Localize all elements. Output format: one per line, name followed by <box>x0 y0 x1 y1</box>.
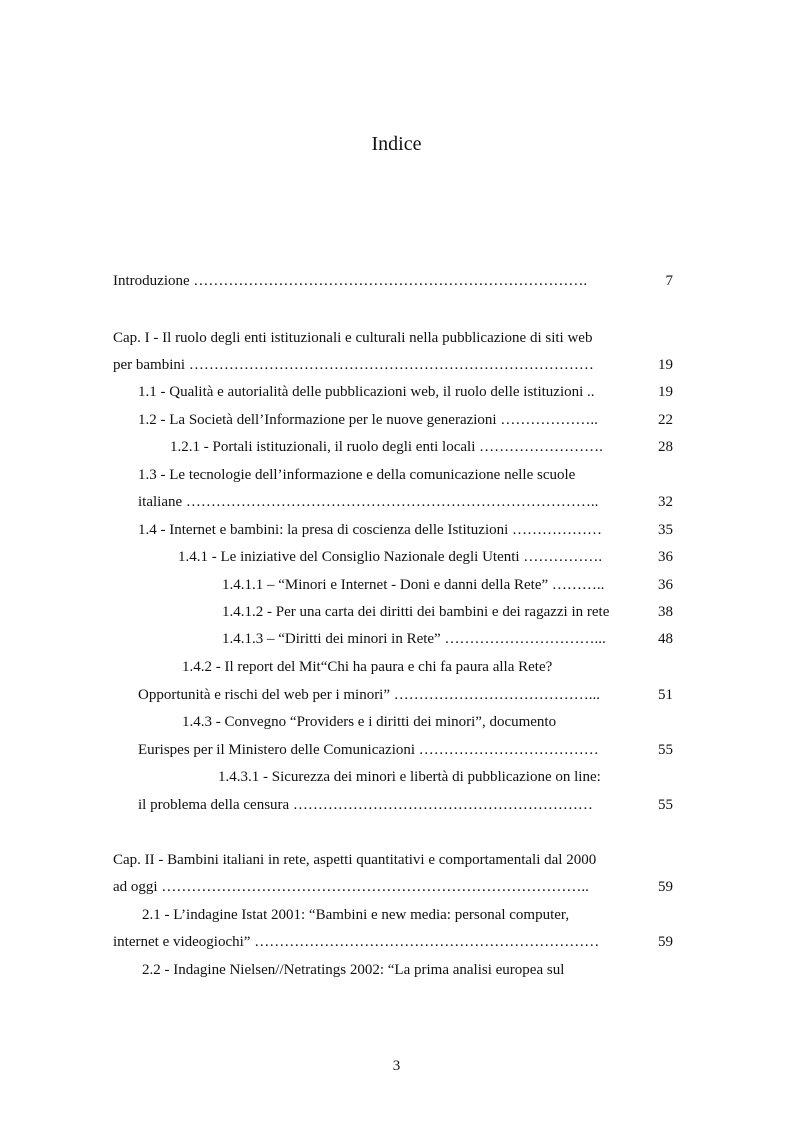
toc-page-number: 7 <box>665 273 673 289</box>
toc-entry-2-1-cont: internet e videogiochi” …………………………………………………………… <box>113 934 600 950</box>
toc-entry-1-4-1-3: 1.4.1.3 – “Diritti dei minori in Rete” …………………………... <box>222 631 606 647</box>
toc-page-number: 51 <box>658 687 673 703</box>
toc-entry-1-2: 1.2 - La Società dell’Informazione per le nuove generazioni ……………….. <box>138 412 598 428</box>
toc-entry-2-2: 2.2 - Indagine Nielsen//Netratings 2002: “La prima analisi europea sul <box>142 962 565 978</box>
toc-page-number: 59 <box>658 879 673 895</box>
toc-entry-chapter-2: Cap. II - Bambini italiani in rete, aspetti quantitativi e comportamentali dal 2000 <box>113 852 597 868</box>
toc-page-number: 19 <box>658 384 673 400</box>
toc-entry-introduzione: Introduzione ……………………………………………………………………. <box>113 273 588 289</box>
toc-entry-1-4-3: 1.4.3 - Convegno “Providers e i diritti dei minori”, documento <box>182 714 557 730</box>
toc-entry-1-4-2: 1.4.2 - Il report del Mit“Chi ha paura e chi fa paura alla Rete? <box>182 659 553 675</box>
toc-entry-1-4-1: 1.4.1 - Le iniziative del Consiglio Nazionale degli Utenti ……………. <box>178 549 603 565</box>
toc-page-number: 59 <box>658 934 673 950</box>
toc-entry-1-3: 1.3 - Le tecnologie dell’informazione e della comunicazione nelle scuole <box>138 467 576 483</box>
toc-entry-chapter-1-cont: per bambini ……………………………………………………………………… <box>113 357 594 373</box>
toc-page-number: 55 <box>658 797 673 813</box>
toc-entry-1-3-cont: italiane ……………………………………………………………………….. <box>138 494 599 510</box>
toc-entry-1-4-1-2: 1.4.1.2 - Per una carta dei diritti dei bambini e dei ragazzi in rete <box>222 604 610 620</box>
toc-page-number: 36 <box>658 577 673 593</box>
toc-page-number: 36 <box>658 549 673 565</box>
toc-page-number: 35 <box>658 522 673 538</box>
toc-entry-1-4-3-1-cont: il problema della censura …………………………………………………… <box>138 797 593 813</box>
toc-page-number: 32 <box>658 494 673 510</box>
toc-entry-chapter-2-cont: ad oggi ………………………………………………………………………….. <box>113 879 589 895</box>
toc-page-number: 48 <box>658 631 673 647</box>
toc-page-number: 38 <box>658 604 673 620</box>
toc-entry-1-4: 1.4 - Internet e bambini: la presa di coscienza delle Istituzioni ……………… <box>138 522 603 538</box>
page-title: Indice <box>371 133 422 155</box>
page-number: 3 <box>392 1058 401 1074</box>
toc-entry-1-4-3-cont: Eurispes per il Ministero delle Comunicazioni ……………………………… <box>138 742 599 758</box>
toc-entry-chapter-1: Cap. I - Il ruolo degli enti istituzionali e culturali nella pubblicazione di siti web <box>113 330 593 346</box>
toc-entry-1-4-1-1: 1.4.1.1 – “Minori e Internet - Doni e danni della Rete” ……….. <box>222 577 605 593</box>
toc-entry-1-1: 1.1 - Qualità e autorialità delle pubblicazioni web, il ruolo delle istituzioni .. <box>138 384 595 400</box>
toc-entry-1-2-1: 1.2.1 - Portali istituzionali, il ruolo degli enti locali ……………………. <box>170 439 603 455</box>
toc-page-number: 22 <box>658 412 673 428</box>
toc-entry-1-4-3-1: 1.4.3.1 - Sicurezza dei minori e libertà di pubblicazione on line: <box>218 769 601 785</box>
toc-page-number: 28 <box>658 439 673 455</box>
toc-page-number: 19 <box>658 357 673 373</box>
toc-entry-1-4-2-cont: Opportunità e rischi del web per i minori” …………………………………... <box>138 687 601 703</box>
toc-entry-2-1: 2.1 - L’indagine Istat 2001: “Bambini e new media: personal computer, <box>142 907 570 923</box>
toc-page-number: 55 <box>658 742 673 758</box>
